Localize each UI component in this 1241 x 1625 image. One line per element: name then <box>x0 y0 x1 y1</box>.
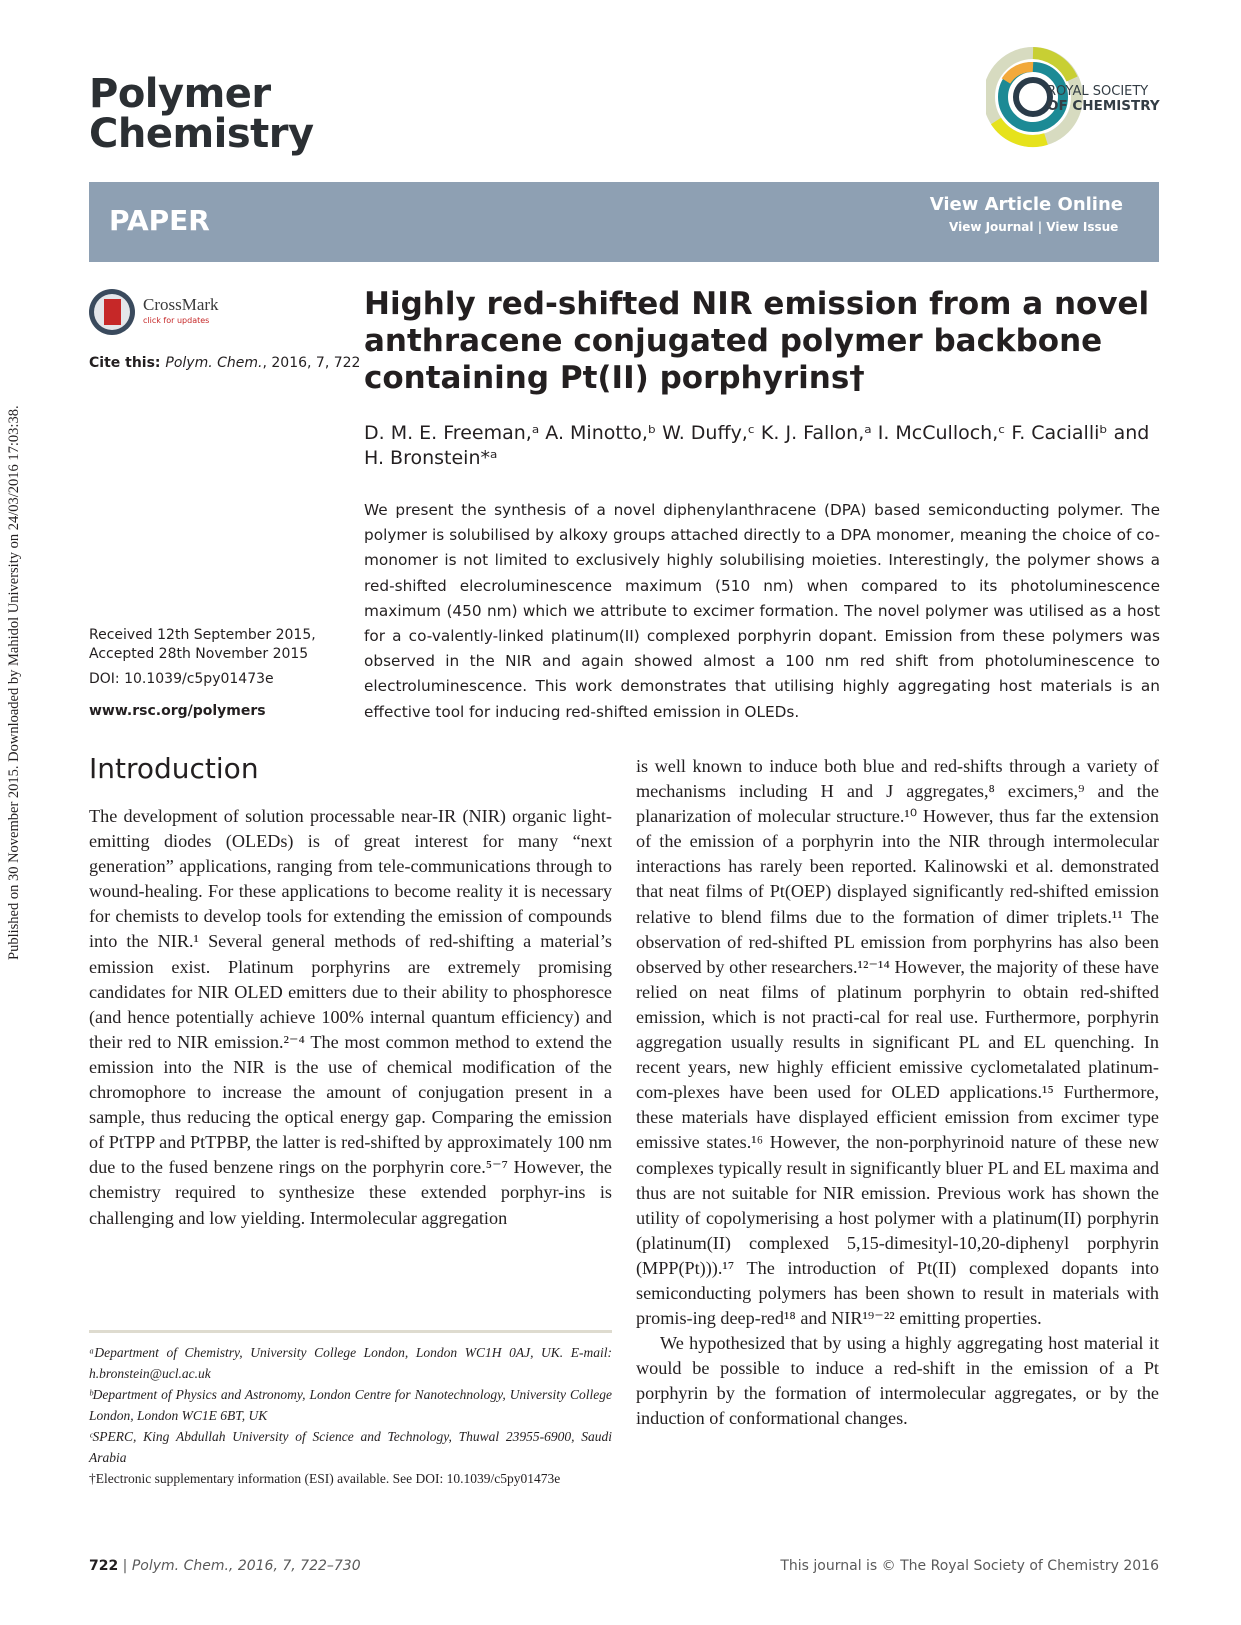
intro-paragraph-2: is well known to induce both blue and red-shifts through a variety of mechanisms including H and J aggregates,⁸ excimers,⁹ and the planarization of molecular structure.¹⁰ However, thus far the extension of the emission of a porphyrin into the NIR through intermolecular interactions has rarely been reported. Kalinowski et al. demonstrated that neat films of Pt(OEP) displayed significantly red-shifted emission relative to blend films due to the formation of dimer triplets.¹¹ The observation of red-shifted PL emission from porphyrins has also been observed by other researchers.¹²⁻¹⁴ However, the majority of these have relied on neat films of platinum porphyrin to obtain red-shifted emission, which is not practi-cal for real use. Furthermore, porphyrin aggregation usually results in significant PL and EL quenching. In recent years, new highly efficient emissive cyclometalated platinum-com-plexes have been used for OLED applications.¹⁵ Furthermore, these materials have displayed efficient emission from excimer type emissive states.¹⁶ However, the non-porphyrinoid nature of these new complexes typically result in significantly bluer PL and EL maxima and thus are not suitable for NIR emission. Previous work has shown the utility of copolymerising a host polymer with a platinum(II) porphyrin (platinum(II) complexed 5,15-dimesityl-10,20-diphenyl porphyrin (MPP(Pt))).¹⁷ The introduction of Pt(II) complexed dopants into semiconducting polymers has been shown to result in materials with promis-ing deep-red¹⁸ and NIR¹⁹⁻²² emitting properties. <box>636 756 1159 1329</box>
article-type: PAPER <box>109 204 210 237</box>
intro-paragraph-3: We hypothesized that by using a highly aggregating host material it would be possible to induce a red-shift in the emission of a Pt porphyrin by the formation of intermolecular aggregates, or by the induction of conformational changes. <box>636 1333 1159 1429</box>
view-article-online-link[interactable]: View Article Online <box>929 194 1123 215</box>
page-footer-left <box>89 1558 361 1574</box>
publisher-line2: OF CHEMISTRY <box>1047 98 1160 114</box>
footnote-esi: †Electronic supplementary information (ESI) available. See DOI: 10.1039/c5py01473e <box>89 1471 561 1486</box>
citation <box>89 355 360 371</box>
crossmark-button[interactable] <box>89 289 289 339</box>
page-footer-right: This journal is © The Royal Society of Chemistry 2016 <box>780 1558 1159 1574</box>
journal-name-line1: Polymer <box>89 71 271 117</box>
footnote-affiliation-a: ᵃDepartment of Chemistry, University College London, London WC1H 0AJ, UK. E-mail: h.bronstein@ucl.ac.uk <box>89 1345 612 1381</box>
footnote-divider <box>89 1330 612 1333</box>
accepted-date: Accepted 28th November 2015 <box>89 646 309 662</box>
article-title: Highly red-shifted NIR emission from a novel anthracene conjugated polymer backbone containing Pt(II) porphyrins† <box>364 286 1150 396</box>
cite-journal: Polym. Chem. <box>165 355 263 371</box>
view-journal-link[interactable]: View Journal <box>949 220 1034 234</box>
body-column-left <box>89 804 612 1231</box>
body-column-right <box>636 754 1159 1432</box>
download-stamp-text: Published on 30 November 2015. Downloaded by Mahidol University on 24/03/2016 17:03:38. <box>6 405 22 960</box>
footer-separator: | <box>118 1558 132 1574</box>
intro-paragraph-1: The development of solution processable near-IR (NIR) organic light-emitting diodes (OLEDs) is of great interest for many “next generation” applications, ranging from tele-communications through to wound-healing. For these applications to become reality it is necessary for chemists to develop tools for extending the emission of compounds into the NIR.¹ Several general methods of red-shifting a material’s emission exist. Platinum porphyrins are extremely promising candidates for NIR OLED emitters due to their ability to phosphoresce (and hence potentially achieve 100% internal quantum efficiency) and their red to NIR emission.²⁻⁴ The most common method to extend the emission into the NIR is the use of chemical modification of the chromophore to increase the amount of conjugation present in a sample, thus reducing the optical energy gap. Comparing the emission of PtTPP and PtTPBP, the latter is red-shifted by approximately 100 nm due to the fused benzene rings on the porphyrin core.⁵⁻⁷ However, the chemistry required to synthesize these extended porphyr-ins is challenging and low yielding. Intermolecular aggregation <box>89 806 612 1228</box>
footnote-affiliation-b: ᵇDepartment of Physics and Astronomy, London Centre for Nanotechnology, University College London, London WC1E 6BT, UK <box>89 1387 612 1423</box>
crossmark-sublabel: click for updates <box>143 316 210 325</box>
journal-url[interactable]: www.rsc.org/polymers <box>89 703 266 719</box>
footer-citation: Polym. Chem., 2016, 7, 722–730 <box>131 1558 361 1574</box>
banner-links <box>949 220 1118 234</box>
view-issue-link[interactable]: View Issue <box>1046 220 1119 234</box>
received-date: Received 12th September 2015, <box>89 627 316 643</box>
cite-year-volume: , 2016, 7, 722 <box>262 355 361 371</box>
cite-prefix: Cite this: <box>89 355 166 371</box>
journal-name <box>89 71 314 157</box>
crossmark-label: CrossMark <box>143 295 219 314</box>
publisher-line1: ROYAL SOCIETY <box>1047 84 1149 99</box>
section-heading: Introduction <box>89 752 259 785</box>
abstract: We present the synthesis of a novel diphenylanthracene (DPA) based semiconducting polymer. The polymer is solubilised by alkoxy groups attached directly to a DPA monomer, meaning the choice of co-monomer is not limited to exclusively highly solubilising moieties. Interestingly, the polymer shows a red-shifted elecroluminescence maximum (510 nm) when compared to its photoluminescence maximum (450 nm) which we attribute to excimer formation. The novel polymer was utilised as a host for a co-valently-linked platinum(II) complexed porphyrin dopant. Emission from these polymers was observed in the NIR and again showed almost a 100 nm red shift from photoluminescence to electroluminescence. This work demonstrates that utilising highly aggregating host materials is an effective tool for inducing red-shifted emission in OLEDs. <box>364 501 1160 721</box>
page-number: 722 <box>89 1558 119 1574</box>
dates <box>89 626 316 664</box>
crossmark-icon <box>89 289 135 335</box>
author-list: D. M. E. Freeman,ᵃ A. Minotto,ᵇ W. Duffy,ᶜ K. J. Fallon,ᵃ I. McCulloch,ᶜ F. Cacialliᵇ and H. Bronstein*ᵃ <box>364 422 1150 469</box>
doi[interactable]: DOI: 10.1039/c5py01473e <box>89 671 274 687</box>
download-stamp <box>3 330 25 960</box>
banner-separator: | <box>1033 220 1047 234</box>
footnote-affiliation-c: ᶜSPERC, King Abdullah University of Science and Technology, Thuwal 23955-6900, Saudi Arabia <box>89 1429 612 1465</box>
article-banner <box>89 182 1159 262</box>
footnotes <box>89 1342 612 1489</box>
journal-name-line2: Chemistry <box>89 111 314 157</box>
publisher-name <box>1047 84 1160 114</box>
